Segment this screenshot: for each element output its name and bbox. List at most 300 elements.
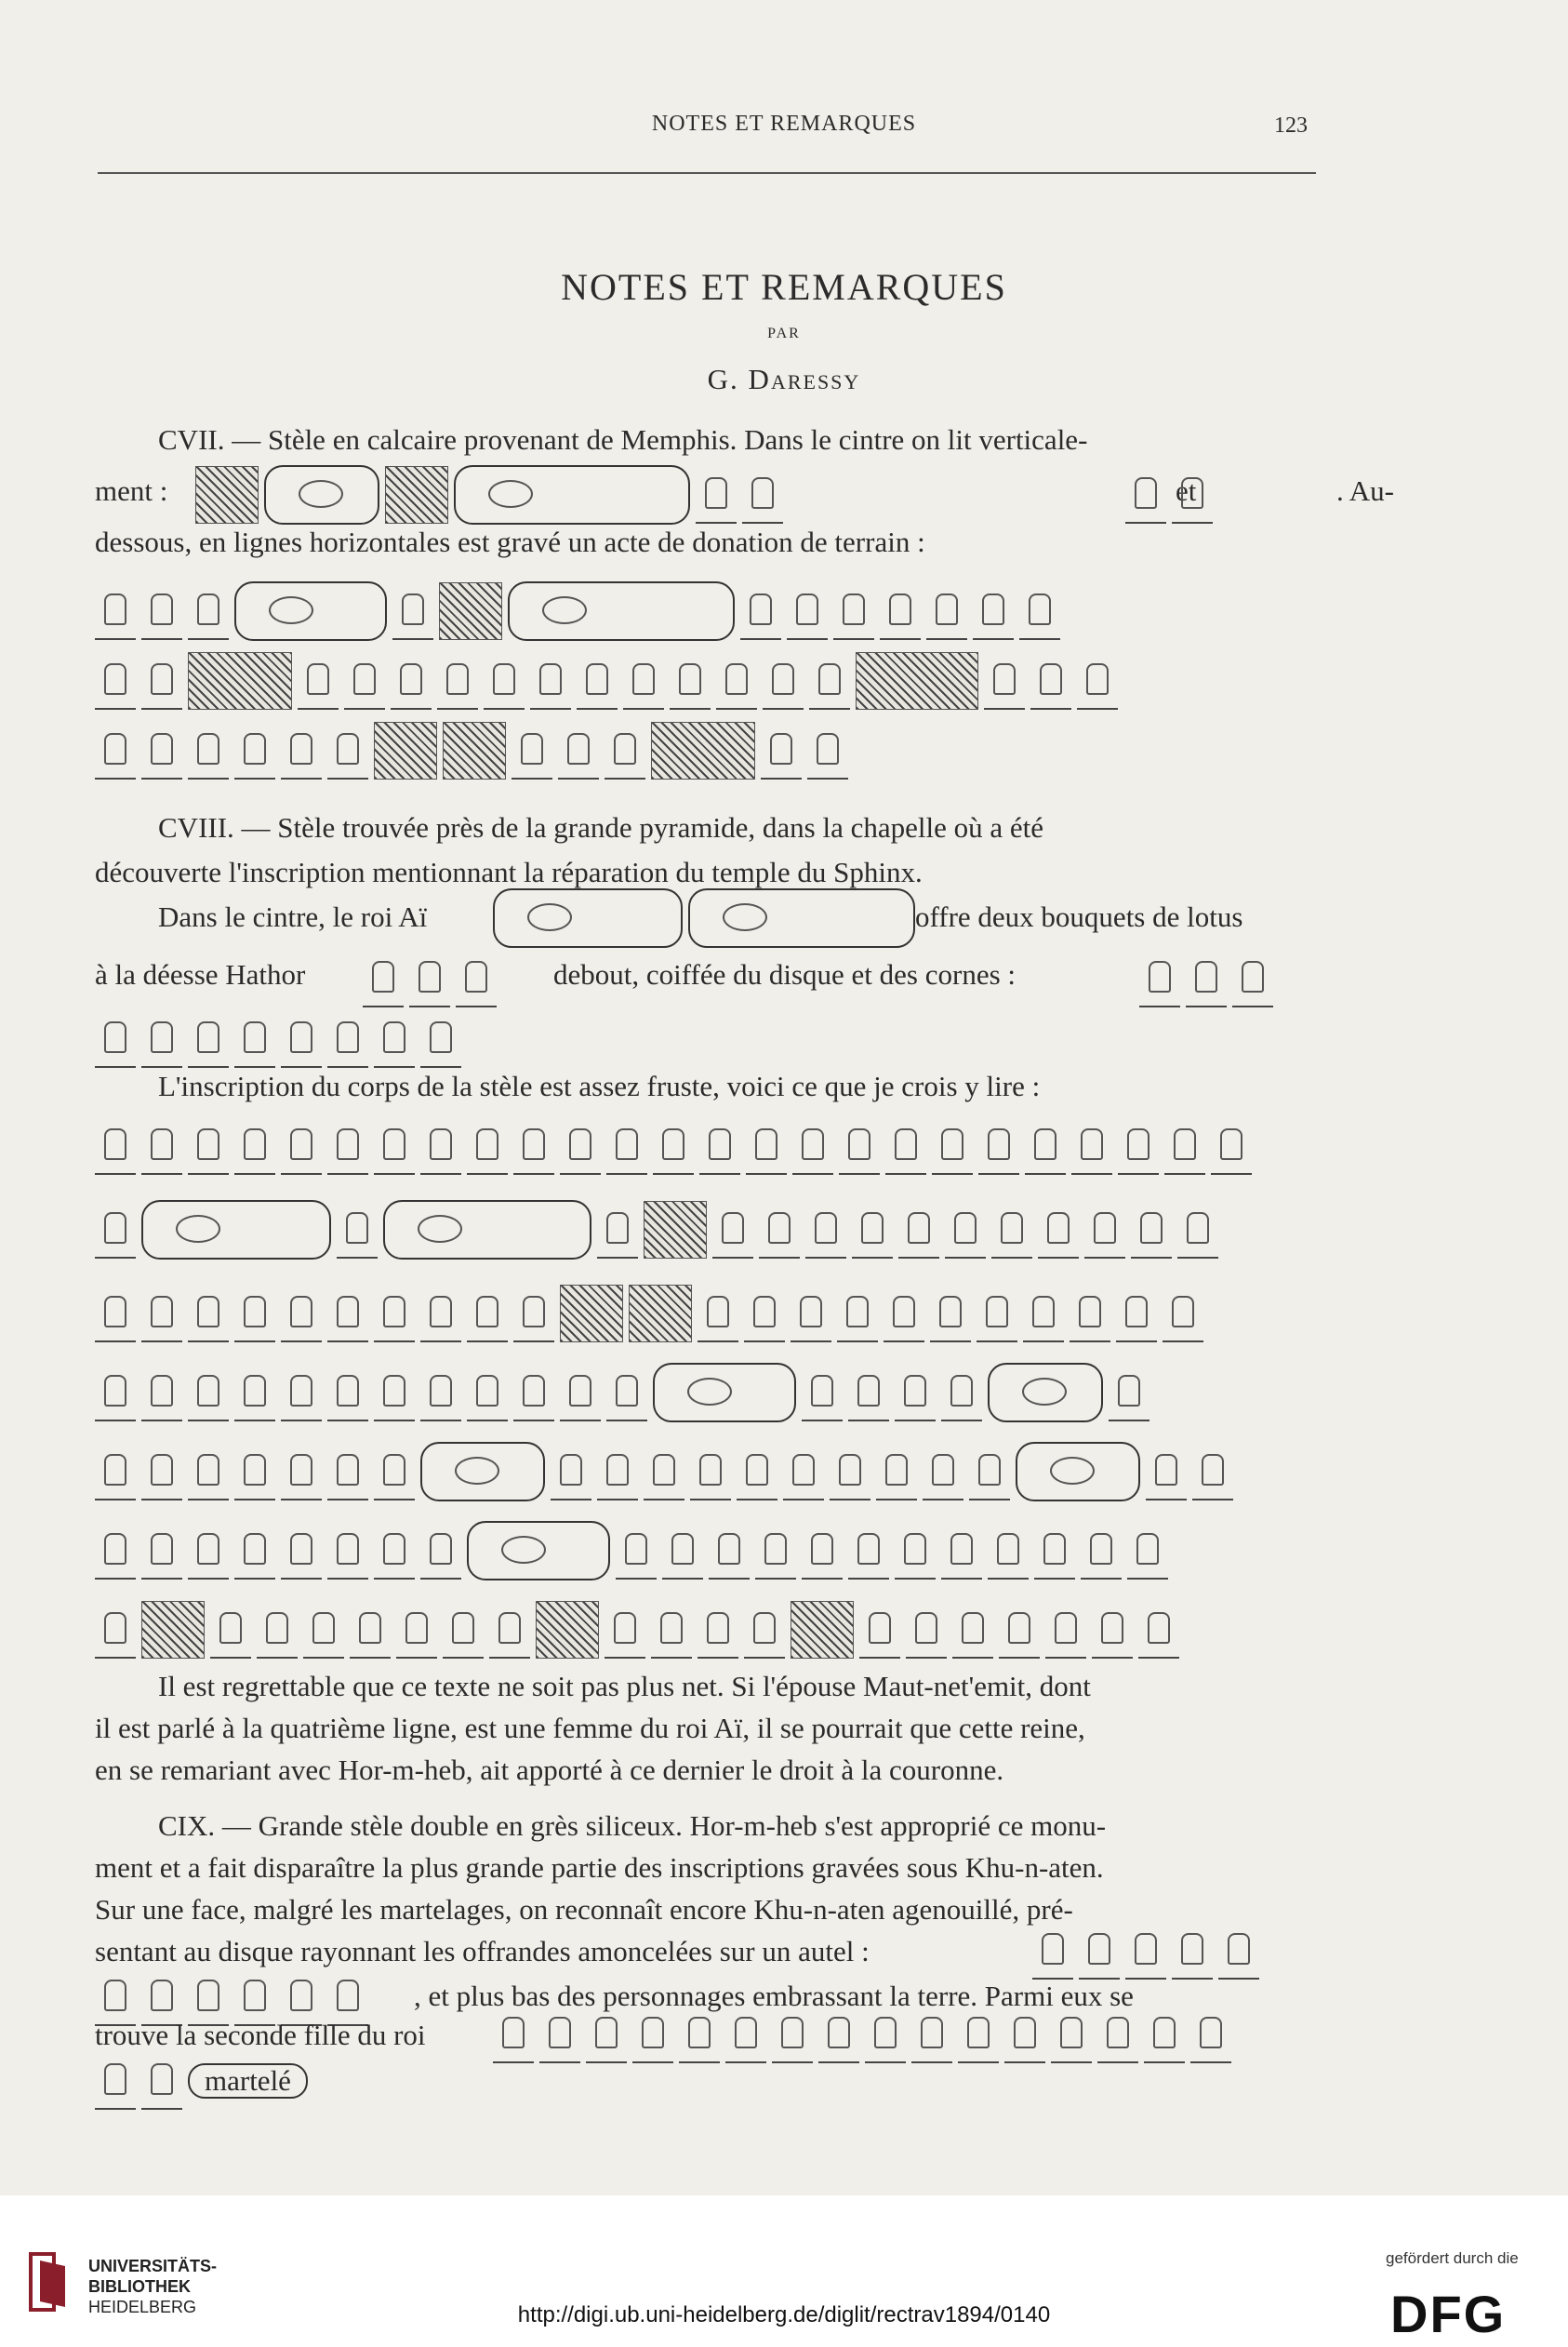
hieroglyph-icon (281, 1285, 322, 1342)
hieroglyph-icon (188, 1010, 229, 1068)
cix-line-4: sentant au disque rayonnant les offrandes amoncelées sur un autel : (95, 1935, 870, 1967)
hieroglyph-icon (141, 1010, 182, 1068)
hieroglyph-icon (391, 652, 432, 710)
cartouche-icon (653, 1363, 796, 1422)
hieroglyph-icon (1190, 2006, 1231, 2063)
hieroglyph-icon (911, 2006, 952, 2063)
cix-line-5: , et plus bas des personnages embrassant la terre. Parmi eux se (414, 1980, 1134, 2012)
page-number: 123 (1274, 113, 1308, 138)
hieroglyph-icon (930, 1285, 971, 1342)
hieroglyph-icon (281, 1364, 322, 1421)
lacuna-hatch-icon (791, 1601, 854, 1659)
hieroglyph-icon (234, 1443, 275, 1500)
hieroglyph-icon (952, 1601, 993, 1659)
cvii-hieroglyph-line-1b (1125, 460, 1237, 529)
cviii-hathor-glyphs (363, 944, 549, 1013)
hieroglyph-icon (1118, 1117, 1159, 1175)
cartouche-icon (1016, 1442, 1140, 1501)
hieroglyph-icon (973, 582, 1014, 640)
hieroglyph-icon (698, 1601, 738, 1659)
hieroglyph-icon (420, 1117, 461, 1175)
cartouche-icon (688, 888, 915, 948)
hieroglyph-icon (809, 652, 850, 710)
hieroglyph-icon (513, 1364, 554, 1421)
hieroglyph-icon (281, 1522, 322, 1580)
hieroglyph-icon (396, 1601, 437, 1659)
hieroglyph-icon (188, 582, 229, 640)
cviii-hieroglyph-line-1 (95, 1005, 523, 1073)
hieroglyph-icon (772, 2006, 813, 2063)
hieroglyph-icon (984, 652, 1025, 710)
lacuna-hatch-icon (141, 1601, 205, 1659)
hieroglyph-icon (802, 1522, 843, 1580)
dfg-logo: DFG (1390, 2285, 1507, 2343)
author-name: G. Daressy (707, 363, 861, 395)
running-title: NOTES ET REMARQUES (651, 112, 917, 136)
hieroglyph-icon (327, 1117, 368, 1175)
hieroglyph-icon (95, 1010, 136, 1068)
cvii-line-2 (95, 474, 1394, 508)
hieroglyph-icon (606, 1117, 647, 1175)
hieroglyph-icon (898, 1201, 939, 1259)
library-line-2: BIBLIOTHEK (88, 2277, 191, 2296)
hieroglyph-icon (759, 1201, 800, 1259)
hieroglyph-icon (923, 1443, 963, 1500)
hieroglyph-icon (969, 1443, 1010, 1500)
hieroglyph-icon (926, 582, 967, 640)
hieroglyph-icon (651, 1601, 692, 1659)
hieroglyph-icon (188, 1117, 229, 1175)
cvii-hieroglyph-line-1 (195, 460, 1070, 529)
cix-hieroglyphs-4 (95, 2047, 485, 2115)
commentary-line-1: Il est regrettable que ce texte ne soit pas plus net. Si l'épouse Maut-net'emit, dont (158, 1670, 1091, 1702)
cix-line-3: Sur une face, malgré les martelages, on reconnaît encore Khu-n-aten agenouillé, pré- (95, 1893, 1073, 1926)
hieroglyph-icon (303, 1601, 344, 1659)
hieroglyph-icon (1038, 1201, 1079, 1259)
lacuna-hatch-icon (385, 466, 448, 524)
cartouche-icon (234, 581, 387, 641)
hieroglyph-icon (606, 1364, 647, 1421)
lacuna-hatch-icon (651, 722, 755, 780)
hieroglyph-icon (210, 1601, 251, 1659)
hieroglyph-icon (597, 1201, 638, 1259)
hieroglyph-icon (999, 1601, 1040, 1659)
hieroglyph-icon (605, 722, 645, 780)
cartouche-icon (454, 465, 690, 525)
hieroglyph-icon (1023, 1285, 1064, 1342)
hieroglyph-icon (740, 582, 781, 640)
hieroglyph-icon (337, 1201, 378, 1259)
hieroglyph-icon (839, 1117, 880, 1175)
hieroglyph-icon (95, 1522, 136, 1580)
hieroglyph-icon (420, 1522, 461, 1580)
hieroglyph-icon (1025, 1117, 1066, 1175)
cvii-line-1: CVII. — Stèle en calcaire provenant de Memphis. Dans le cintre on lit verticale- (158, 423, 1088, 456)
cviii-line-2: découverte l'inscription mentionnant la réparation du temple du Sphinx. (95, 856, 923, 888)
hieroglyph-icon (885, 1117, 926, 1175)
hieroglyph-icon (1138, 1601, 1179, 1659)
hieroglyph-icon (1084, 1201, 1125, 1259)
hieroglyph-icon (141, 1285, 182, 1342)
hieroglyph-icon (234, 722, 275, 780)
hieroglyph-icon (374, 1443, 415, 1500)
hieroglyph-icon (1146, 1443, 1187, 1500)
hieroglyph-icon (141, 722, 182, 780)
lacuna-hatch-icon (439, 582, 502, 640)
hieroglyph-icon (1172, 1922, 1213, 1980)
cviii-line-1: CVIII. — Stèle trouvée près de la grande pyramide, dans la chapelle où a été (158, 811, 1044, 844)
hieroglyph-icon (1045, 1601, 1086, 1659)
lacuna-hatch-icon (536, 1601, 599, 1659)
hieroglyph-icon (792, 1117, 833, 1175)
cviii-debout-text: debout, coiffée du disque et des cornes : (553, 958, 1016, 991)
hieroglyph-icon (833, 582, 874, 640)
hieroglyph-icon (1070, 1285, 1110, 1342)
hieroglyph-icon (513, 1117, 554, 1175)
hieroglyph-icon (761, 722, 802, 780)
hieroglyph-icon (141, 2052, 182, 2110)
hieroglyph-icon (188, 722, 229, 780)
cix-hieroglyphs-1 (1032, 1916, 1311, 1985)
cartouche-icon (467, 1521, 610, 1580)
hieroglyph-icon (709, 1522, 750, 1580)
hieroglyph-icon (1164, 1117, 1205, 1175)
hieroglyph-icon (95, 722, 136, 780)
cviii-hieroglyph-line-2 (95, 1112, 1313, 1180)
hieroglyph-icon (409, 950, 450, 1007)
hieroglyph-icon (95, 1201, 136, 1259)
hieroglyph-icon (420, 1285, 461, 1342)
library-line-1: UNIVERSITÄTS- (88, 2257, 218, 2275)
hieroglyph-icon (443, 1601, 484, 1659)
hieroglyph-icon (95, 1601, 136, 1659)
lacuna-hatch-icon (188, 652, 292, 710)
hieroglyph-icon (848, 1522, 889, 1580)
hieroglyph-icon (1051, 2006, 1092, 2063)
hieroglyph-icon (234, 1010, 275, 1068)
article-title: NOTES ET REMARQUES (561, 266, 1007, 308)
hieroglyph-icon (484, 652, 525, 710)
hieroglyph-icon (1034, 1522, 1075, 1580)
hieroglyph-icon (852, 1201, 893, 1259)
hieroglyph-icon (805, 1201, 846, 1259)
hieroglyph-icon (374, 1117, 415, 1175)
lacuna-hatch-icon (443, 722, 506, 780)
lacuna-hatch-icon (644, 1201, 707, 1259)
hieroglyph-icon (586, 2006, 627, 2063)
hieroglyph-icon (744, 1601, 785, 1659)
martele-cartouche: martelé (188, 2063, 308, 2099)
lacuna-hatch-icon (629, 1285, 692, 1342)
hieroglyph-icon (530, 652, 571, 710)
hieroglyph-icon (932, 1117, 973, 1175)
hieroglyph-icon (597, 1443, 638, 1500)
dfg-credit-text: gefördert durch die (1386, 2249, 1519, 2267)
hieroglyph-icon (234, 1968, 275, 2026)
hieroglyph-icon (560, 1364, 601, 1421)
hieroglyph-icon (281, 1117, 322, 1175)
hieroglyph-icon (234, 1522, 275, 1580)
lacuna-hatch-icon (374, 722, 437, 780)
hieroglyph-icon (234, 1117, 275, 1175)
source-url-link[interactable]: http://digi.ub.uni-heidelberg.de/diglit/rectrav1894/0140 (517, 2302, 1051, 2327)
hieroglyph-icon (644, 1443, 684, 1500)
hieroglyph-icon (437, 652, 478, 710)
hieroglyph-icon (941, 1364, 982, 1421)
cvii-hieroglyph-line-2 (95, 577, 1313, 646)
hieroglyph-icon (1092, 1601, 1133, 1659)
hieroglyph-icon (558, 722, 599, 780)
hieroglyph-icon (698, 1285, 738, 1342)
cviii-hieroglyph-line-6 (95, 1437, 1313, 1506)
hieroglyph-icon (1125, 466, 1166, 524)
hieroglyph-icon (737, 1443, 777, 1500)
cvii-et-text: et (1176, 474, 1197, 507)
hieroglyph-icon (859, 1601, 900, 1659)
hieroglyph-icon (1163, 1285, 1203, 1342)
header-rule (98, 172, 1316, 174)
hieroglyph-icon (977, 1285, 1017, 1342)
hieroglyph-icon (141, 652, 182, 710)
hieroglyph-icon (696, 466, 737, 524)
hieroglyph-icon (512, 722, 552, 780)
hieroglyph-icon (327, 1010, 368, 1068)
hieroglyph-icon (1077, 652, 1118, 710)
hieroglyph-icon (420, 1364, 461, 1421)
cartouche-icon (988, 1363, 1103, 1422)
hieroglyph-icon (716, 652, 757, 710)
hieroglyph-icon (467, 1364, 508, 1421)
cviii-line-3 (158, 900, 427, 934)
hieroglyph-icon (763, 652, 804, 710)
hieroglyph-icon (1131, 1201, 1172, 1259)
hieroglyph-icon (350, 1601, 391, 1659)
hieroglyph-icon (880, 582, 921, 640)
hieroglyph-icon (988, 1522, 1029, 1580)
hieroglyph-icon (605, 1601, 645, 1659)
cvii-hieroglyph-line-3 (95, 647, 1313, 715)
hieroglyph-icon (95, 582, 136, 640)
hieroglyph-icon (234, 1364, 275, 1421)
hieroglyph-icon (744, 1285, 785, 1342)
hieroglyph-icon (755, 1522, 796, 1580)
hieroglyph-icon (699, 1117, 740, 1175)
hieroglyph-icon (493, 2006, 534, 2063)
hieroglyph-icon (876, 1443, 917, 1500)
hieroglyph-icon (807, 722, 848, 780)
hieroglyph-icon (327, 1443, 368, 1500)
commentary-line-2: il est parlé à la quatrième ligne, est une femme du roi Aï, il se pourrait que cette reine, (95, 1712, 1085, 1744)
hieroglyph-icon (489, 1601, 530, 1659)
cviii-line-4: à la déesse Hathor (95, 958, 306, 991)
cviii-hieroglyph-line-7 (95, 1516, 1313, 1585)
hieroglyph-icon (1004, 2006, 1045, 2063)
cartouche-icon (383, 1200, 591, 1260)
hieroglyph-icon (1139, 950, 1180, 1007)
lacuna-hatch-icon (856, 652, 978, 710)
hieroglyph-icon (616, 1522, 657, 1580)
hieroglyph-icon (539, 2006, 580, 2063)
hieroglyph-icon (1116, 1285, 1157, 1342)
hieroglyph-icon (188, 1285, 229, 1342)
hieroglyph-icon (327, 722, 368, 780)
commentary-line-3: en se remariant avec Hor-m-heb, ait apporté à ce dernier le droit à la couronne. (95, 1754, 1004, 1786)
hieroglyph-icon (1211, 1117, 1252, 1175)
hieroglyph-icon (374, 1364, 415, 1421)
hieroglyph-icon (725, 2006, 766, 2063)
hieroglyph-icon (281, 722, 322, 780)
hieroglyph-icon (848, 1364, 889, 1421)
cvii-ment-text: ment : (95, 474, 168, 507)
cix-line-2: ment et a fait disparaître la plus grande partie des inscriptions gravées sous Khu-n-aten. (95, 1851, 1104, 1884)
hieroglyph-icon (632, 2006, 673, 2063)
hieroglyph-icon (865, 2006, 906, 2063)
hieroglyph-icon (895, 1364, 936, 1421)
cvii-line-3: dessous, en lignes horizontales est gravé un acte de donation de terrain : (95, 526, 925, 558)
hieroglyph-icon (884, 1285, 924, 1342)
cviii-cartouches (493, 884, 939, 953)
hieroglyph-icon (327, 1364, 368, 1421)
hieroglyph-icon (141, 1364, 182, 1421)
hieroglyph-icon (467, 1285, 508, 1342)
hieroglyph-icon (787, 582, 828, 640)
hieroglyph-icon (1019, 582, 1060, 640)
cviii-hieroglyph-line-8 (95, 1595, 1313, 1664)
hieroglyph-icon (467, 1117, 508, 1175)
hieroglyph-icon (188, 1443, 229, 1500)
hieroglyph-icon (1109, 1364, 1149, 1421)
hieroglyph-icon (327, 1522, 368, 1580)
hieroglyph-icon (1079, 1922, 1120, 1980)
hieroglyph-icon (742, 466, 783, 524)
hieroglyph-icon (95, 1364, 136, 1421)
hieroglyph-icon (327, 1968, 368, 2026)
hieroglyph-icon (298, 652, 339, 710)
hieroglyph-icon (188, 1968, 229, 2026)
hieroglyph-icon (141, 582, 182, 640)
cartouche-icon (141, 1200, 331, 1260)
hieroglyph-icon (95, 1117, 136, 1175)
hieroglyph-icon (1232, 950, 1273, 1007)
hieroglyph-icon (374, 1522, 415, 1580)
hieroglyph-icon (746, 1117, 787, 1175)
par-label: PAR (767, 326, 801, 341)
hieroglyph-icon (513, 1285, 554, 1342)
hieroglyph-icon (95, 1968, 136, 2026)
hieroglyph-icon (141, 1522, 182, 1580)
hieroglyph-icon (420, 1010, 461, 1068)
hieroglyph-icon (818, 2006, 859, 2063)
cix-line-6: trouve la seconde fille du roi (95, 2019, 426, 2051)
hieroglyph-icon (281, 1968, 322, 2026)
hieroglyph-icon (363, 950, 404, 1007)
cviii-hieroglyph-line-5 (95, 1358, 1313, 1427)
cix-line-1: CIX. — Grande stèle double en grès siliceux. Hor-m-heb s'est approprié ce monu- (158, 1809, 1107, 1842)
hieroglyph-icon (941, 1522, 982, 1580)
hieroglyph-icon (327, 1285, 368, 1342)
cartouche-icon (508, 581, 735, 641)
hieroglyph-icon (95, 1285, 136, 1342)
hieroglyph-icon (1071, 1117, 1112, 1175)
hieroglyph-icon (281, 1443, 322, 1500)
cvii-hieroglyph-line-4 (95, 716, 988, 785)
hieroglyph-icon (1218, 1922, 1259, 1980)
cviii-hieroglyph-line-3 (95, 1195, 1313, 1264)
hieroglyph-icon (141, 1968, 182, 2026)
hieroglyph-icon (837, 1285, 878, 1342)
hieroglyph-icon (978, 1117, 1019, 1175)
cartouche-icon (420, 1442, 545, 1501)
hieroglyph-icon (690, 1443, 731, 1500)
hieroglyph-icon (456, 950, 497, 1007)
hieroglyph-icon (1172, 466, 1213, 524)
hieroglyph-icon (1177, 1201, 1218, 1259)
hieroglyph-icon (1127, 1522, 1168, 1580)
hieroglyph-icon (95, 1443, 136, 1500)
hieroglyph-icon (712, 1201, 753, 1259)
hieroglyph-icon (374, 1010, 415, 1068)
hieroglyph-icon (783, 1443, 824, 1500)
hieroglyph-icon (141, 1443, 182, 1500)
hieroglyph-icon (1081, 1522, 1122, 1580)
hieroglyph-icon (281, 1010, 322, 1068)
hieroglyph-icon (257, 1601, 298, 1659)
hieroglyph-icon (945, 1201, 986, 1259)
library-line-3: HEIDELBERG (88, 2298, 197, 2316)
hieroglyph-icon (830, 1443, 870, 1500)
hieroglyph-icon (374, 1285, 415, 1342)
hieroglyph-icon (802, 1364, 843, 1421)
hieroglyph-icon (560, 1117, 601, 1175)
hieroglyph-icon (958, 2006, 999, 2063)
hieroglyph-icon (791, 1285, 831, 1342)
hieroglyph-icon (344, 652, 385, 710)
hieroglyph-icon (653, 1117, 694, 1175)
hieroglyph-icon (1144, 2006, 1185, 2063)
cix-hieroglyphs-3 (493, 2000, 1311, 2069)
hieroglyph-icon (1125, 1922, 1166, 1980)
hieroglyph-icon (1186, 950, 1227, 1007)
hieroglyph-icon (679, 2006, 720, 2063)
hieroglyph-icon (1030, 652, 1071, 710)
hieroglyph-icon (1097, 2006, 1138, 2063)
cviii-offre-text: offre deux bouquets de lotus (915, 900, 1243, 933)
hieroglyph-icon (551, 1443, 591, 1500)
cartouche-icon (264, 465, 379, 525)
lacuna-hatch-icon (560, 1285, 623, 1342)
hieroglyph-icon (623, 652, 664, 710)
hieroglyph-icon (895, 1522, 936, 1580)
cvii-au-text: . Au- (1336, 474, 1394, 507)
hieroglyph-icon (392, 582, 433, 640)
lacuna-hatch-icon (195, 466, 259, 524)
hieroglyph-icon (141, 1117, 182, 1175)
cviii-line-5: L'inscription du corps de la stèle est assez fruste, voici ce que je crois y lire : (158, 1070, 1041, 1102)
hieroglyph-icon (234, 1285, 275, 1342)
hieroglyph-icon (577, 652, 618, 710)
hieroglyph-icon (1192, 1443, 1233, 1500)
hieroglyph-icon (670, 652, 711, 710)
hieroglyph-icon (1032, 1922, 1073, 1980)
hieroglyph-icon (188, 1364, 229, 1421)
hieroglyph-icon (95, 652, 136, 710)
hieroglyph-icon (188, 1522, 229, 1580)
hieroglyph-icon (906, 1601, 947, 1659)
cartouche-icon (493, 888, 683, 948)
hieroglyph-icon (95, 2052, 136, 2110)
cviii-hathor-glyphs-2 (1139, 944, 1325, 1013)
cviii-roi-ai-text: Dans le cintre, le roi Aï (158, 900, 428, 933)
